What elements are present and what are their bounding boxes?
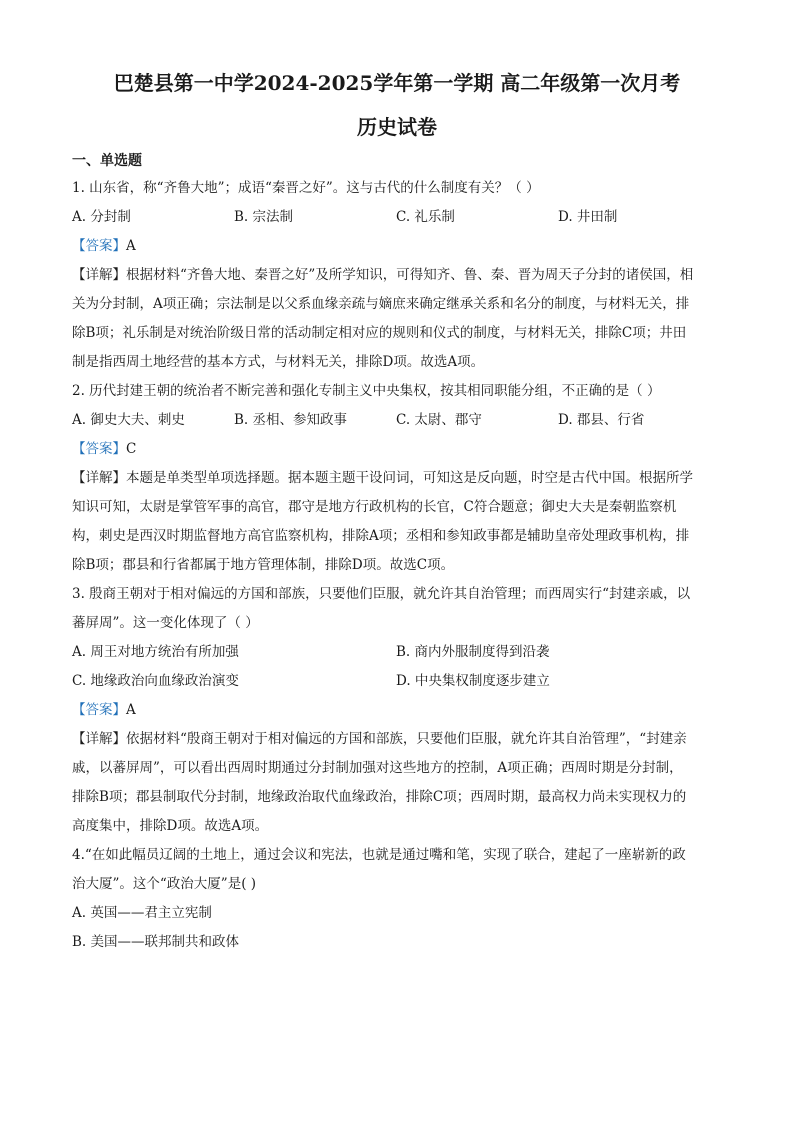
option-a: A. 御史大夫、刺史 bbox=[72, 412, 185, 428]
detail-line: 构，刺史是西汉时期监督地方高官监察机构，排除A项；丞相和参知政事都是辅助皇帝处理政事机构，排 bbox=[72, 528, 690, 544]
detail-line: 知识可知，太尉是掌管军事的高官，郡守是地方行政机构的长官，C符合题意；御史大夫是秦朝监察机 bbox=[72, 499, 677, 515]
question-options bbox=[72, 406, 722, 435]
question-stem-cont: 蕃屏周”。这一变化体现了（ ） bbox=[72, 615, 259, 631]
question-1 bbox=[72, 174, 722, 377]
answer-label: 【答案】 bbox=[72, 702, 126, 718]
question-3 bbox=[72, 580, 722, 841]
detail-line: 关为分封制，A项正确；宗法制是以父系血缘亲疏与嫡庶来确定继承关系和名分的制度，与材料无关，排 bbox=[72, 296, 690, 312]
option-a: A. 分封制 bbox=[72, 209, 131, 225]
detail-line: 【详解】本题是单类型单项选择题。据本题主题干设问词，可知这是反向题，时空是古代中国。根据所学 bbox=[72, 470, 693, 486]
detail-block bbox=[72, 464, 722, 580]
question-stem-cont: 治大厦”。这个“政治大厦”是( ) bbox=[72, 876, 257, 892]
detail-line: 除B项；郡县和行省都属于地方管理体制，排除D项。故选C项。 bbox=[72, 557, 455, 573]
option-a: A. 英国——君主立宪制 bbox=[72, 905, 212, 921]
detail-line: 排除B项；郡县制取代分封制，地缘政治取代血缘政治，排除C项；西周时期，最高权力尚未实现权力的 bbox=[72, 789, 687, 805]
section-heading: 一、单选题 bbox=[72, 153, 142, 169]
answer-line bbox=[72, 696, 722, 725]
answer-line bbox=[72, 435, 722, 464]
detail-line: 【详解】依据材料“殷商王朝对于相对偏远的方国和部族，只要他们臣服，就允许其自治管理”，“封建亲 bbox=[72, 731, 687, 747]
detail-block bbox=[72, 261, 722, 377]
exam-title: 巴楚县第一中学2024-2025学年第一学期 高二年级第一次月考 bbox=[113, 71, 681, 95]
option-d: D. 井田制 bbox=[558, 209, 618, 225]
question-stem: 2. 历代封建王朝的统治者不断完善和强化专制主义中央集权，按其相同职能分组，不正确的是（ ） bbox=[72, 383, 661, 399]
question-options bbox=[72, 638, 722, 696]
option-c: C. 礼乐制 bbox=[396, 209, 455, 225]
detail-label: 【详解】 bbox=[72, 731, 126, 747]
detail-label: 【详解】 bbox=[72, 267, 126, 283]
answer-label: 【答案】 bbox=[72, 441, 126, 457]
question-options bbox=[72, 203, 722, 232]
option-b: B. 商内外服制度得到沿袭 bbox=[396, 644, 550, 660]
option-b: B. 丞相、参知政事 bbox=[234, 412, 348, 428]
question-stem: 3. 殷商王朝对于相对偏远的方国和部族，只要他们臣服，就允许其自治管理；而西周实行“封建亲戚，以 bbox=[72, 586, 691, 602]
question-stem: 1. 山东省，称“齐鲁大地”；成语“秦晋之好”。这与古代的什么制度有关？（ ） bbox=[72, 180, 540, 196]
option-c: C. 地缘政治向血缘政治演变 bbox=[72, 673, 239, 689]
answer-line bbox=[72, 232, 722, 261]
detail-line: 除B项；礼乐制是对统治阶级日常的活动制定相对应的规则和仪式的制度，与材料无关，排除C项；井田 bbox=[72, 325, 687, 341]
question-4 bbox=[72, 841, 722, 957]
detail-label: 【详解】 bbox=[72, 470, 126, 486]
option-d: D. 郡县、行省 bbox=[558, 412, 645, 428]
detail-line: 制是指西周土地经营的基本方式，与材料无关，排除D项。故选A项。 bbox=[72, 354, 485, 370]
question-2 bbox=[72, 377, 722, 580]
answer-value: A bbox=[126, 702, 136, 718]
detail-line: 高度集中，排除D项。故选A项。 bbox=[72, 818, 269, 834]
question-stem: 4.“在如此幅员辽阔的土地上，通过会议和宪法，也就是通过嘴和笔，实现了联合，建起了一座崭新的政 bbox=[72, 847, 686, 863]
option-a: A. 周王对地方统治有所加强 bbox=[72, 644, 239, 660]
answer-value: A bbox=[126, 238, 136, 254]
option-b: B. 宗法制 bbox=[234, 209, 294, 225]
answer-label: 【答案】 bbox=[72, 238, 126, 254]
detail-block bbox=[72, 725, 722, 841]
answer-value: C bbox=[126, 441, 137, 457]
option-d: D. 中央集权制度逐步建立 bbox=[396, 673, 550, 689]
detail-line: 戚，以蕃屏周”，可以看出西周时期通过分封制加强对这些地方的控制，A项正确；西周时期是分封制， bbox=[72, 760, 683, 776]
detail-line: 【详解】根据材料“齐鲁大地、秦晋之好”及所学知识，可得知齐、鲁、秦、晋为周天子分封的诸侯国，相 bbox=[72, 267, 694, 283]
exam-subtitle: 历史试卷 bbox=[357, 115, 437, 139]
option-b: B. 美国——联邦制共和政体 bbox=[72, 934, 240, 950]
option-c: C. 太尉、郡守 bbox=[396, 412, 482, 428]
